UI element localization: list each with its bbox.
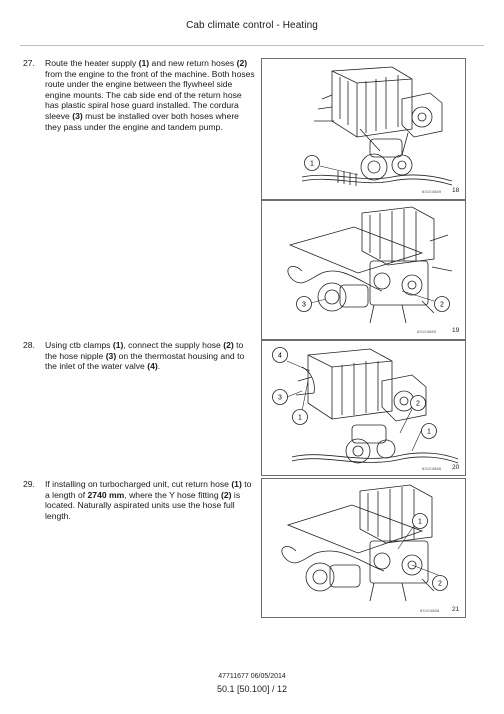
callout-label: 2: [416, 400, 420, 408]
callout-reference: (1): [231, 479, 242, 489]
step-text-run: .: [157, 361, 161, 372]
callout-label: 4: [278, 352, 282, 360]
step-text-run: to a length of: [45, 479, 252, 500]
step-text-run: from the engine to the front of the machine. Both hoses route under the engine between the flywheel side engine mounts. The cab side end of the return hose has plastic spiral hose guard installed. The cordura sleeve: [45, 68, 255, 121]
callout-label: 2: [438, 580, 442, 588]
step-text-run: and new return hoses: [149, 58, 237, 68]
engine-illustration: [262, 479, 465, 617]
step-text-run: to the hose nipple: [45, 340, 244, 361]
step-27: [23, 58, 255, 132]
step-text-run: on the thermostat housing and to the inlet of the water valve: [45, 350, 245, 372]
callout-label: 1: [310, 160, 314, 168]
figure-19: [261, 200, 466, 340]
figure-number: 19: [452, 327, 460, 334]
callout-label: 1: [427, 428, 431, 436]
callout-label: 2: [440, 301, 444, 309]
callout-label: 1: [298, 414, 302, 422]
step-text-run: , where the Y hose fitting: [124, 489, 221, 500]
step-text: [45, 479, 255, 521]
step-text-run: If installing on turbocharged unit, cut return hose: [45, 479, 232, 489]
callout-reference: (3): [105, 350, 117, 361]
engine-illustration: [262, 201, 465, 339]
callout-reference: (4): [147, 361, 158, 372]
step-text-run: must be installed over both hoses where they pass under the engine and tandem pump.: [45, 110, 239, 132]
header-divider: [20, 45, 484, 46]
figure-18: [261, 58, 466, 200]
step-number: 29.: [23, 479, 35, 489]
step-28: [23, 340, 255, 372]
callout-reference: (2): [236, 58, 248, 68]
footer-page-number: 50.1 [50.100] / 12: [216, 684, 288, 694]
figure-20: [261, 340, 466, 476]
figure-code: 83104886: [422, 466, 442, 471]
figure-code: 83104888: [420, 608, 440, 613]
callout-label: 1: [418, 518, 422, 526]
callout-label: 3: [278, 394, 282, 402]
step-number: 27.: [23, 58, 35, 68]
step-text-run: , connect the supply hose: [123, 340, 224, 350]
callout-label: 3: [302, 301, 306, 309]
callout-reference: (2): [221, 489, 232, 500]
figure-code: 83104889: [422, 189, 442, 194]
callout-reference: (2): [223, 340, 234, 350]
figure-number: 21: [452, 606, 460, 613]
figure-number: 20: [452, 464, 460, 471]
step-number: 28.: [23, 340, 35, 350]
step-29: [23, 479, 255, 521]
callout-reference: (1): [138, 58, 150, 68]
page-header-title: Cab climate control - Heating: [186, 20, 318, 31]
step-text: [45, 340, 255, 372]
callout-reference: 2740 mm: [87, 489, 125, 500]
callout-reference: (1): [112, 340, 124, 350]
step-text-run: Using ctb clamps: [45, 340, 113, 350]
engine-illustration: [262, 59, 465, 199]
step-text: [45, 58, 255, 132]
figure-21: [261, 478, 466, 618]
engine-illustration: [262, 341, 465, 475]
figure-code: 83104885: [417, 329, 437, 334]
figure-number: 18: [452, 187, 460, 194]
step-text-run: is located. Naturally aspirated units use the hose full length.: [45, 489, 241, 521]
callout-reference: (3): [72, 110, 83, 121]
footer-doc-reference: 47711677 06/05/2014: [218, 673, 286, 680]
step-text-run: Route the heater supply: [45, 58, 139, 68]
